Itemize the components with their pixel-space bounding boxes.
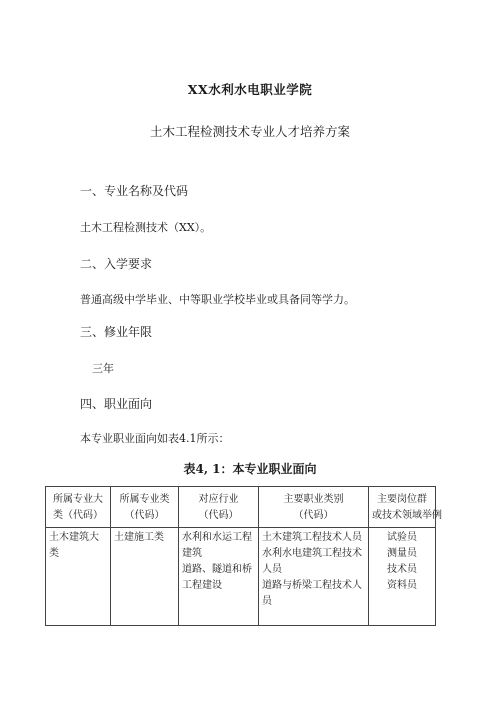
header-occupation: 主要职业类别 （代码） [259,487,369,528]
section-body-admission: 普通高级中学毕业、中等职业学校毕业或具备同等学力。 [80,293,355,306]
cell-occupation: 土木建筑工程技术人员 水利水电建筑工程技术 人员 道路与桥梁工程技术人 员 [259,528,369,626]
table-caption: 表4, 1：本专业职业面向 [183,462,317,476]
cell-positions: 试验员 测量员 技术员 资料员 [369,528,436,626]
section-heading-duration: 三、修业年限 [80,325,153,339]
cell-major-category: 土木建筑大 类 [46,528,111,626]
header-major-category: 所属专业大 类（代码） [46,487,111,528]
header-industry: 对应行业 （代码） [179,487,259,528]
section-heading-admission: 二、入学要求 [80,257,153,271]
career-table [45,486,442,626]
section-body-major-name: 土木工程检测技术（XX）。 [80,221,212,234]
cell-industry: 水利和水运工程 建筑 道路、隧道和桥 工程建设 [179,528,259,626]
section-heading-major-name: 一、专业名称及代码 [80,184,189,198]
table-header-row [46,487,436,528]
table-row [46,528,436,626]
header-major-class: 所属专业类 （代码） [111,487,179,528]
section-body-duration: 三年 [92,362,114,375]
section-body-career: 本专业职业面向如表4.1所示： [80,432,230,445]
school-name: XX水利水电职业学院 [187,82,313,97]
header-positions: 主要岗位群 或技术领域举例 [369,487,436,528]
document-title: 土木工程检测技术专业人才培养方案 [149,124,350,139]
section-heading-career: 四、职业面向 [80,397,153,411]
cell-major-class: 土建施工类 [111,528,179,626]
